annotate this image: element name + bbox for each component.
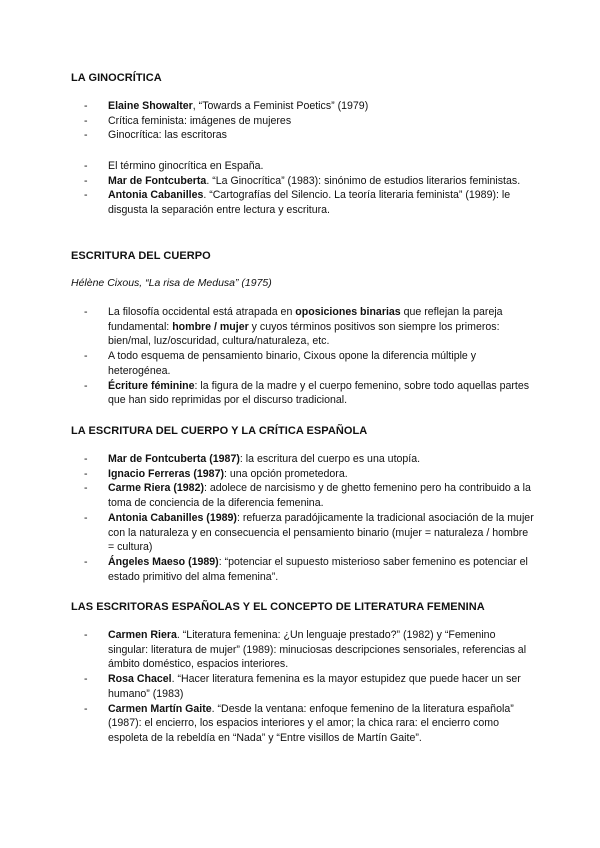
- item-text: . “Cartografías del Silencio. La teoría literaria feminista” (1989): le disgusta la separación entre lectura y escritura.: [108, 189, 511, 217]
- emphasis: Écriture féminine: [108, 379, 195, 392]
- item-text: A todo esquema de pensamiento binario, Cixous opone la diferencia múltiple y heterogénea.: [108, 350, 477, 377]
- item-text: : “potenciar el supuesto misterioso saber femenino es potenciar el estado primitivo del alma femenina”.: [108, 555, 528, 583]
- item-text: Crítica feminista: imágenes de mujeres: [108, 114, 292, 127]
- author-name: Antonia Cabanilles: [108, 189, 204, 202]
- item-text: que reflejan la pareja fundamental:: [108, 306, 503, 333]
- item-text: La filosofía occidental está atrapada en: [108, 306, 296, 318]
- item-text: . “Hacer literatura femenina es la mayor estupidez que puede hacer un ser humano” (1983): [108, 673, 521, 700]
- item-text: y cuyos términos positivos son siempre los primeros: bien/mal, luz/oscuridad, cultura/naturaleza, etc.: [108, 320, 500, 348]
- item-text: : adolece de narcisismo y de ghetto femenino pero ha contribuido a la toma de conciencia de la diferencia femenina.: [108, 482, 531, 510]
- emphasis: hombre / mujer: [172, 320, 249, 333]
- author-name: Mar de Fontcuberta (1987): [108, 453, 240, 465]
- list-item: [84, 159, 534, 174]
- author-name: Carme Riera (1982): [108, 482, 204, 495]
- ginocritica-list: [84, 99, 534, 143]
- escritoras-list: [84, 628, 534, 746]
- list-item: [84, 174, 534, 189]
- item-text: . “La Ginocrítica” (1983): sinónimo de estudios literarios feministas.: [206, 174, 521, 187]
- list-item: [84, 467, 534, 482]
- ginocritica-spain-list: [84, 159, 534, 218]
- item-text: : una opción prometedora.: [224, 467, 348, 480]
- item-text: : la figura de la madre y el cuerpo femenino, sobre todo aquellas partes que han sido reprimidas por el discurso tradicional.: [108, 379, 530, 407]
- source-citation: Hélène Cixous, “La risa de Medusa” (1975): [71, 277, 272, 289]
- list-item: [84, 99, 534, 114]
- list-item: [84, 555, 534, 584]
- item-text: Ginocrítica: las escritoras: [108, 129, 227, 142]
- item-text: : la escritura del cuerpo es una utopía.: [239, 453, 421, 465]
- item-text: , “Towards a Feminist Poetics” (1979): [192, 100, 369, 112]
- author-name: Antonia Cabanilles (1989): [108, 511, 237, 524]
- author-name: Rosa Chacel: [108, 673, 172, 686]
- author-name: Carmen Martín Gaite: [108, 702, 212, 715]
- item-text: . “Literatura femenina: ¿Un lenguaje prestado?” (1982) y “Femenino singular: literatura de mujer” (1989): minuciosas descripciones sensoriales, referencias al ámbito doméstico, espacios interiores.: [108, 629, 527, 671]
- author-name: Elaine Showalter: [108, 100, 193, 112]
- list-item: [84, 481, 534, 510]
- item-text: El término ginocrítica en España.: [108, 160, 264, 172]
- list-item: [84, 114, 534, 129]
- escritura-cuerpo-list: [84, 305, 534, 408]
- list-item: [84, 128, 534, 143]
- item-text: : refuerza paradójicamente la tradicional asociación de la mujer con la naturaleza y en consecuencia el pensamiento binario (mujer = naturaleza / hombre = cultura): [108, 511, 534, 554]
- list-item: [84, 672, 534, 701]
- list-item: [84, 379, 534, 408]
- list-item: [84, 305, 534, 349]
- author-name: Ignacio Ferreras (1987): [108, 467, 224, 480]
- emphasis: oposiciones binarias: [295, 306, 401, 318]
- section-heading-ginocritica: LA GINOCRÍTICA: [71, 72, 162, 84]
- section-heading-escritura-cuerpo: ESCRITURA DEL CUERPO: [71, 250, 211, 262]
- author-name: Ángeles Maeso (1989): [108, 555, 219, 568]
- list-item: [84, 511, 534, 555]
- author-name: Carmen Riera: [108, 629, 177, 641]
- list-item: [84, 452, 534, 467]
- list-item: [84, 702, 534, 746]
- list-item: [84, 188, 534, 217]
- section-heading-escritoras-espanolas: LAS ESCRITORAS ESPAÑOLAS Y EL CONCEPTO DE LITERATURA FEMENINA: [71, 601, 485, 613]
- list-item: [84, 628, 534, 672]
- list-item: [84, 349, 534, 378]
- critica-espanola-list: [84, 452, 534, 584]
- author-name: Mar de Fontcuberta: [108, 174, 207, 187]
- item-text: . “Desde la ventana: enfoque femenino de la literatura española” (1987): el encierro, los espacios interiores y el amor; la chica rara: el encierro como espoleta de la rebeldía en “Nada” y “Entre visillos de Martín Gaite”.: [108, 702, 514, 744]
- section-heading-critica-espanola: LA ESCRITURA DEL CUERPO Y LA CRÍTICA ESPAÑOLA: [71, 425, 368, 437]
